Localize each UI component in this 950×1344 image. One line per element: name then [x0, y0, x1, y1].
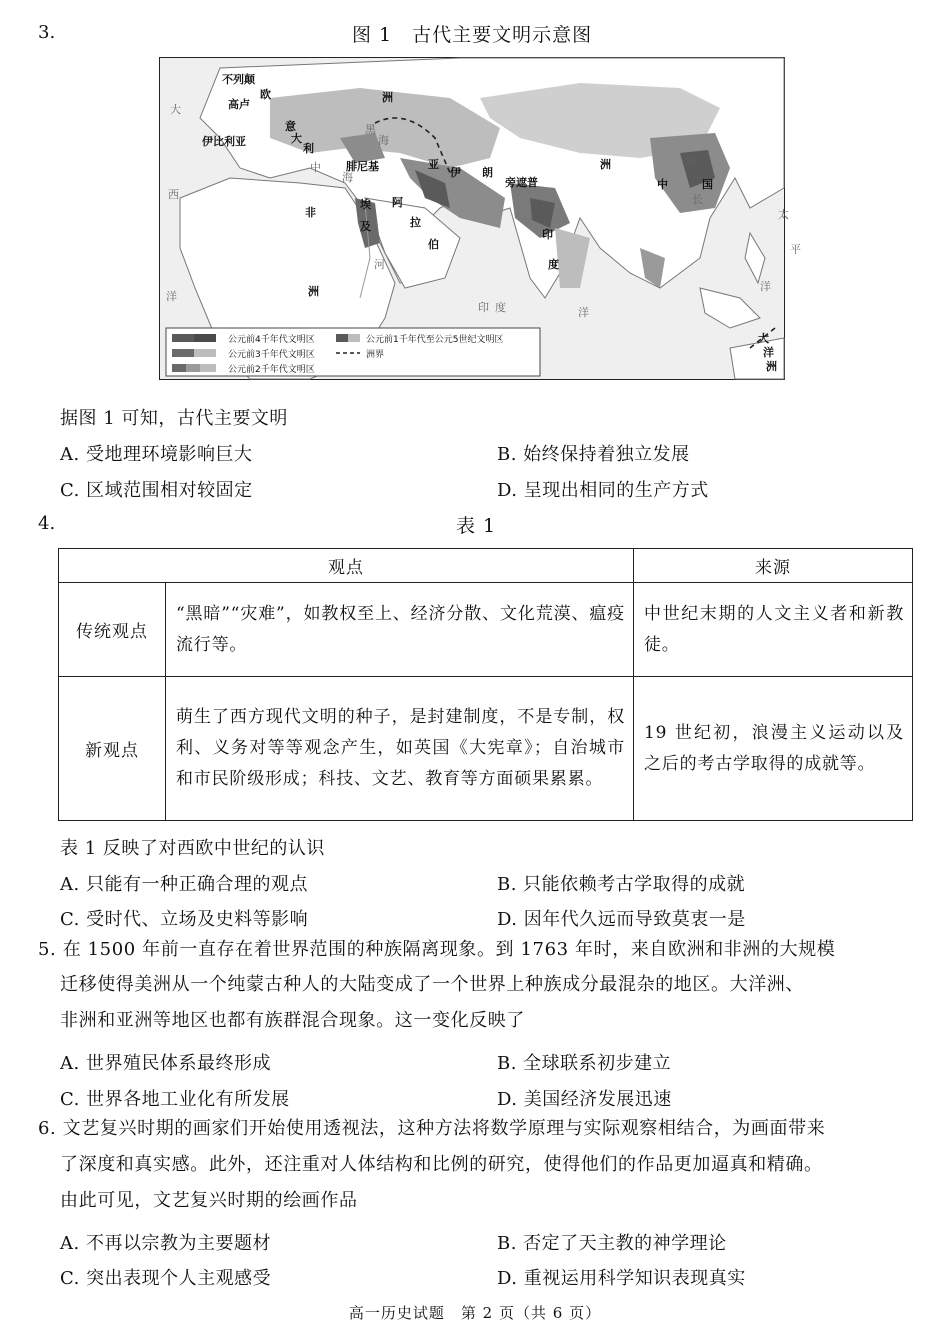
- question-3-option-b[interactable]: B. 始终保持着独立发展: [497, 444, 690, 465]
- map-label-indian-1: 印: [478, 301, 489, 314]
- figure-1-caption: 图 1 古代主要文明示意图: [352, 24, 593, 46]
- question-4-option-a[interactable]: A. 只能有一种正确合理的观点: [60, 874, 308, 895]
- map-label-arabia-3: 伯: [428, 238, 439, 251]
- question-6-line-3: 由此可见，文艺复兴时期的绘画作品: [60, 1190, 358, 1211]
- map-label-atlantic-1: 大: [170, 103, 181, 116]
- map-label-oceania-3: 洲: [766, 360, 777, 373]
- table-row: [59, 583, 913, 677]
- question-5-line-2: 迁移使得美洲从一个纯蒙古种人的大陆变成了一个世界上种族成分最混杂的地区。大洋洲、: [60, 974, 804, 995]
- map-label-oceania-1: 大: [758, 332, 769, 345]
- table-cell-source: 中世纪末期的人文主义者和新教徒。: [634, 583, 913, 677]
- map-label-africa-2: 洲: [308, 285, 319, 298]
- map-label-india-1: 印: [542, 228, 553, 241]
- map-label-persia-2: 伊: [450, 166, 461, 179]
- map-label-yellow-river: 河: [685, 155, 696, 168]
- map-label-indian-3: 洋: [578, 306, 589, 319]
- question-5-option-d[interactable]: D. 美国经济发展迅速: [497, 1089, 672, 1110]
- question-5-line-3: 非洲和亚洲等地区也都有族群混合现象。这一变化反映了: [60, 1010, 525, 1031]
- map-label-asia-zhou: 洲: [600, 158, 611, 171]
- map-label-pacific-2: 平: [790, 243, 801, 256]
- question-3-stem: 据图 1 可知，古代主要文明: [60, 408, 288, 429]
- question-3-option-a[interactable]: A. 受地理环境影响巨大: [60, 444, 253, 465]
- question-5-option-a[interactable]: A. 世界殖民体系最终形成: [60, 1053, 271, 1074]
- table-header-view: 观点: [59, 549, 634, 583]
- question-4-option-c[interactable]: C. 受时代、立场及史料等影响: [60, 909, 309, 930]
- map-label-phoenicia: 腓尼基: [346, 160, 379, 173]
- table-1-caption: 表 1: [456, 515, 497, 537]
- question-6-line-1: 6. 文艺复兴时期的画家们开始使用透视法，这种方法将数学原理与实际观察相结合，为画面带来: [38, 1118, 826, 1139]
- map-label-pacific-1: 太: [778, 208, 789, 221]
- question-6-option-d[interactable]: D. 重视运用科学知识表现真实: [497, 1268, 746, 1289]
- question-5-line-1: 5. 在 1500 年前一直存在着世界范围的种族隔离现象。到 1763 年时，来自欧洲和非洲的大规模: [38, 939, 836, 960]
- map-label-arabia-2: 拉: [410, 216, 421, 229]
- map-label-egypt-1: 埃: [360, 198, 371, 211]
- question-6-line-2: 了深度和真实感。此外，还注重对人体结构和比例的研究，使得他们的作品更加逼真和精确。: [60, 1154, 823, 1175]
- question-6-option-c[interactable]: C. 突出表现个人主观感受: [60, 1268, 272, 1289]
- map-label-europe-zhou: 洲: [382, 91, 393, 104]
- map-label-europe: 欧: [260, 88, 271, 101]
- map-label-nile: 河: [374, 258, 385, 271]
- page-footer: 高一历史试题 第 2 页（共 6 页）: [348, 1304, 602, 1322]
- question-4-number: 4.: [38, 513, 56, 534]
- map-label-pacific-3: 洋: [760, 280, 771, 293]
- map-label-yangtze: 长: [692, 193, 703, 206]
- question-5-option-b[interactable]: B. 全球联系初步建立: [497, 1053, 672, 1074]
- map-label-egypt-2: 及: [360, 220, 371, 233]
- map-label-arabia-1: 阿: [392, 196, 403, 209]
- map-label-india-2: 度: [548, 258, 559, 271]
- question-4-option-b[interactable]: B. 只能依赖考古学取得的成就: [497, 874, 746, 895]
- legend-bc3: 公元前3千年代文明区: [228, 350, 315, 360]
- map-label-italy-2: 大: [291, 132, 302, 145]
- map-label-china-1: 中: [657, 178, 668, 191]
- map-label-indian-2: 度: [495, 301, 506, 314]
- table-row: [59, 677, 913, 821]
- map-label-med-2: 海: [342, 171, 353, 184]
- legend-bc4: 公元前4千年代文明区: [228, 335, 315, 345]
- table-cell-view: 萌生了西方现代文明的种子，是封建制度，不是专制，权利、义务对等等观念产生，如英国《大宪章》；自治城市和市民阶级形成；科技、文艺、教育等方面硕果累累。: [166, 677, 634, 821]
- map-label-africa-1: 非: [305, 206, 316, 219]
- table-1: [58, 548, 913, 821]
- legend-bc1: 公元前1千年代至公元5世纪文明区: [366, 335, 504, 345]
- map-label-black-1: 黑: [365, 123, 376, 136]
- question-4-option-d[interactable]: D. 因年代久远而导致莫衷一是: [497, 909, 746, 930]
- map-label-gaul: 高卢: [228, 98, 250, 111]
- map-label-iberia: 伊比利亚: [202, 135, 246, 148]
- table-header-source: 来源: [634, 549, 913, 583]
- legend-bc2: 公元前2千年代文明区: [228, 365, 315, 375]
- map-label-italy-3: 利: [303, 142, 314, 155]
- question-6-option-a[interactable]: A. 不再以宗教为主要题材: [60, 1233, 271, 1254]
- table-row-label: 传统观点: [59, 583, 166, 677]
- ancient-civilizations-map: [159, 57, 801, 380]
- question-3-number: 3.: [38, 22, 56, 43]
- question-4-stem: 表 1 反映了对西欧中世纪的认识: [60, 838, 325, 859]
- question-6-option-b[interactable]: B. 否定了天主教的神学理论: [497, 1233, 727, 1254]
- legend-boundary: 洲界: [366, 350, 385, 360]
- map-label-med-1: 中: [310, 161, 321, 174]
- map-label-atlantic-2: 西: [168, 188, 179, 201]
- map-label-ireland: 不列颠: [222, 73, 255, 86]
- map-label-punjab: 旁遮普: [505, 176, 538, 189]
- map-label-oceania-2: 洋: [763, 346, 774, 359]
- table-row-label: 新观点: [59, 677, 166, 821]
- table-cell-source: 19 世纪初，浪漫主义运动以及之后的考古学取得的成就等。: [634, 677, 913, 821]
- map-label-italy-1: 意: [285, 120, 296, 133]
- question-3-option-d[interactable]: D. 呈现出相同的生产方式: [497, 480, 709, 501]
- map-label-china-2: 国: [702, 178, 713, 191]
- question-5-option-c[interactable]: C. 世界各地工业化有所发展: [60, 1089, 290, 1110]
- question-3-option-c[interactable]: C. 区域范围相对较固定: [60, 480, 253, 501]
- table-cell-view: “黑暗”“灾难”，如教权至上、经济分散、文化荒漠、瘟疫流行等。: [166, 583, 634, 677]
- map-label-persia-1: 亚: [428, 158, 439, 171]
- map-label-persia-3: 朗: [482, 166, 493, 179]
- map-label-atlantic-3: 洋: [166, 290, 177, 303]
- map-label-black-2: 海: [378, 134, 389, 147]
